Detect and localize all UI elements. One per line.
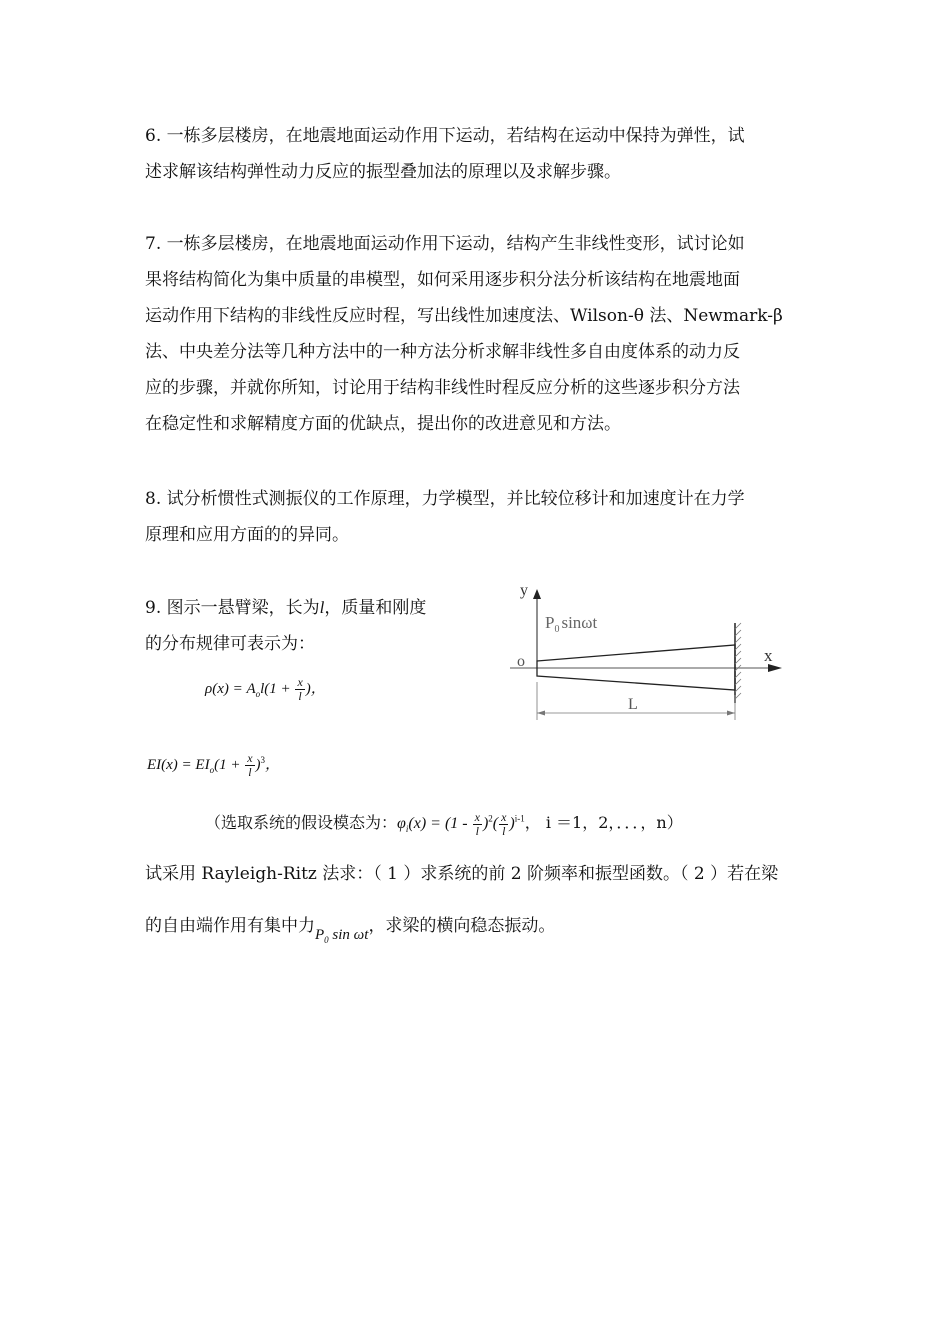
task-line1: 试采用 Rayleigh-Ritz 法求：（ 1 ）求系统的前 2 阶频率和振型函数。（ 2 ）若在梁 [145,864,779,884]
stiffness-formula: $EI(x) = EI_o(1$ + $\frac{x}{l}$ )$^3$， [147,751,281,779]
fraction: $\frac{x}{l}$ [501,809,507,838]
task-line2: 的自由端作用有集中力$P_0$ sin ωt，求梁的横向稳态振动。 [145,916,556,945]
question-7 [145,226,815,442]
origin-label: o [517,653,525,670]
y-axis-label: y [520,582,528,599]
dimension-arrow-right-icon [727,711,735,716]
cantilever-beam-figure [500,575,800,725]
x-axis-label: x [764,646,773,665]
density-formula: $\rho(x) = A_ol(1$ + $\frac{x}{l}$ )， [205,675,326,703]
length-label: L [628,696,638,713]
q7-line: 法、中央差分法等几种方法中的一种方法分析求解非线性多自由度体系的动力反 [145,342,740,362]
dimension-arrow-left-icon [537,711,545,716]
assumed-mode-line: （选取系统的假设模态为：$\varphi_i(x) = (1$ - $\frac{x}{l}$ )$^2$( $\frac{x}{l}$ )$^{i-1}$， i ＝1，2，．．．，n） [205,809,683,838]
fraction: $\frac{x}{l}$ [297,675,303,703]
q7-line: 在稳定性和求解精度方面的优缺点，提出你的改进意见和方法。 [145,414,621,434]
x-axis-arrow-icon [768,664,782,672]
question-9-intro [145,590,485,662]
q8-line: 原理和应用方面的的异同。 [145,525,349,545]
q6-line: 6. 一栋多层楼房，在地震地面运动作用下运动，若结构在运动中保持为弹性，试 [145,126,745,146]
force-label: $P_0$ sinωt [545,613,598,635]
force-expression: $P_0$ sin ωt [315,927,369,945]
fraction: $\frac{x}{l}$ [474,809,480,838]
q9-line2: 的分布规律可表示为： [145,634,315,654]
q7-line: 应的步骤，并就你所知，讨论用于结构非线性时程反应分析的这些逐步积分方法 [145,378,740,398]
q8-line: 8. 试分析惯性式测振仪的工作原理，力学模型，并比较位移计和加速度计在力学 [145,489,745,509]
q7-line: 果将结构简化为集中质量的串模型，如何采用逐步积分法分析该结构在地震地面 [145,270,740,290]
question-9-task [145,856,815,958]
q7-line: 运动作用下结构的非线性反应时程，写出线性加速度法、Wilson-θ 法、Newmark-β [145,306,783,326]
q7-line: 7. 一栋多层楼房，在地震地面运动作用下运动，结构产生非线性变形，试讨论如 [145,234,745,254]
q9-line1: 9. 图示一悬臂梁，长为l，质量和刚度 [145,598,427,618]
q6-line: 述求解该结构弹性动力反应的振型叠加法的原理以及求解步骤。 [145,162,621,182]
question-6 [145,118,815,190]
fraction: $\frac{x}{l}$ [247,751,253,779]
question-8 [145,481,815,553]
wall-hatching [735,623,741,699]
